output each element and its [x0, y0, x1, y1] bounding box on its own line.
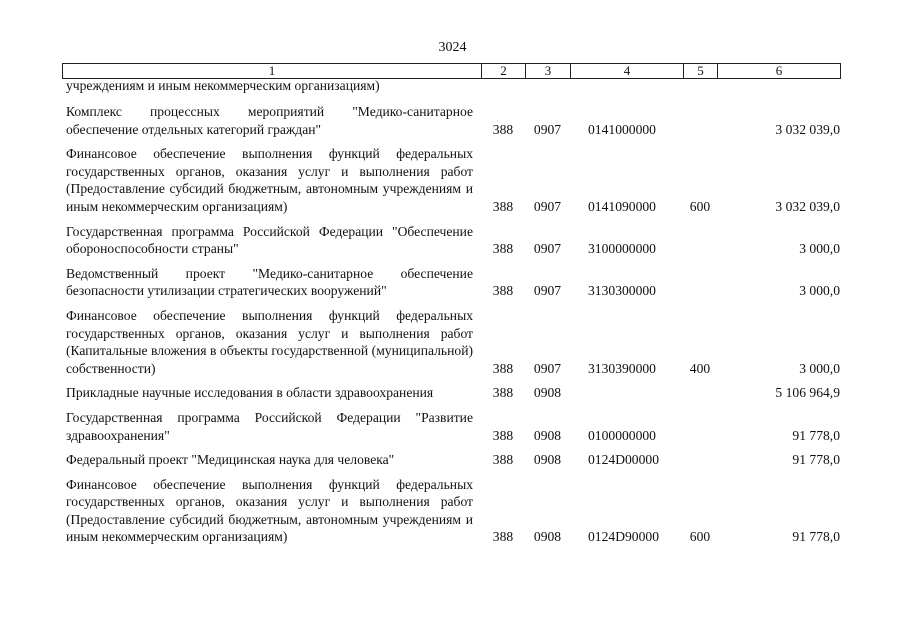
row-name: Государственная программа Российской Федерации "Обеспечение обороноспособности страны" [66, 223, 473, 257]
row-name: Федеральный проект "Медицинская наука для человека" [66, 452, 395, 468]
row-vr [683, 409, 717, 451]
column-header-4: 4 [571, 64, 684, 79]
row-sum: 5 106 964,9 [775, 385, 840, 401]
table-row [62, 307, 840, 384]
row-sum: 91 778,0 [792, 452, 840, 468]
row-sum: 3 032 039,0 [775, 121, 840, 137]
row-name: Ведомственный проект "Медико-санитарное обеспечение безопасности утилизации стратегических вооружений" [66, 265, 473, 299]
continuation-text: учреждениям и иным некоммерческим организациям) [66, 78, 380, 93]
table-row [62, 451, 840, 476]
row-rz: 0907 [533, 360, 562, 376]
table-row [62, 145, 840, 222]
row-gr: 388 [492, 385, 514, 401]
row-vr [683, 223, 717, 265]
table-row [62, 223, 840, 265]
row-rz: 0907 [533, 121, 562, 137]
column-header-row [63, 64, 841, 79]
row-rz: 0907 [533, 198, 562, 214]
row-name: Финансовое обеспечение выполнения функций федеральных государственных органов, оказания услуг и выполнения работ (Капитальные вложения в объекты государственной (муниципальной) собственности) [66, 307, 473, 376]
row-gr: 388 [492, 283, 514, 299]
row-cs: 0124D90000 [588, 529, 659, 545]
table-row [62, 476, 840, 553]
row-rz: 0907 [533, 283, 562, 299]
row-gr: 388 [492, 529, 514, 545]
row-vr [683, 103, 717, 145]
row-gr: 388 [492, 241, 514, 257]
row-sum: 3 000,0 [799, 360, 840, 376]
row-sum: 91 778,0 [792, 427, 840, 443]
row-cs: 0141090000 [588, 198, 656, 214]
row-vr [683, 384, 717, 409]
row-name: Финансовое обеспечение выполнения функций федеральных государственных органов, оказания услуг и выполнения работ (Предоставление субсидий бюджетным, автономным учреждениям и иным некоммерческим организациям) [66, 476, 473, 545]
row-vr: 600 [689, 198, 711, 214]
row-rz: 0908 [533, 385, 562, 401]
column-header-2: 2 [482, 64, 526, 79]
row-cs: 3130390000 [588, 360, 656, 376]
column-header-table [62, 63, 841, 79]
row-cs: 0124D00000 [588, 452, 659, 468]
budget-table [62, 103, 840, 553]
column-header-3: 3 [526, 64, 571, 79]
row-name: Финансовое обеспечение выполнения функций федеральных государственных органов, оказания услуг и выполнения работ (Предоставление субсидий бюджетным, автономным учреждениям и иным некоммерческим организациям) [66, 146, 473, 214]
row-name: Комплекс процессных мероприятий "Медико-санитарное обеспечение отдельных категорий граждан" [66, 104, 473, 137]
row-rz: 0908 [533, 452, 562, 468]
row-vr [683, 451, 717, 476]
row-sum: 3 032 039,0 [775, 198, 840, 214]
row-cs: 0100000000 [588, 427, 656, 443]
row-vr [683, 265, 717, 307]
row-gr: 388 [492, 121, 514, 137]
row-name: Прикладные научные исследования в области здравоохранения [66, 385, 434, 401]
row-gr: 388 [492, 427, 514, 443]
row-cs [570, 384, 683, 409]
column-header-1: 1 [63, 64, 482, 79]
table-row [62, 265, 840, 307]
row-gr: 388 [492, 452, 514, 468]
row-name: Государственная программа Российской Федерации "Развитие здравоохранения" [66, 409, 473, 443]
row-gr: 388 [492, 198, 514, 214]
row-rz: 0907 [533, 241, 562, 257]
column-header-5: 5 [684, 64, 718, 79]
row-sum: 91 778,0 [792, 529, 840, 545]
row-cs: 3100000000 [588, 241, 656, 257]
row-vr: 600 [689, 529, 711, 545]
row-sum: 3 000,0 [799, 283, 840, 299]
row-rz: 0908 [533, 427, 562, 443]
table-row [62, 103, 840, 145]
table-row [62, 384, 840, 409]
row-cs: 0141000000 [588, 121, 656, 137]
row-sum: 3 000,0 [799, 241, 840, 257]
row-gr: 388 [492, 360, 514, 376]
row-rz: 0908 [533, 529, 562, 545]
row-cs: 3130300000 [588, 283, 656, 299]
table-row [62, 409, 840, 451]
row-vr: 400 [689, 360, 711, 376]
column-header-6: 6 [718, 64, 841, 79]
page-number: 3024 [438, 40, 467, 55]
